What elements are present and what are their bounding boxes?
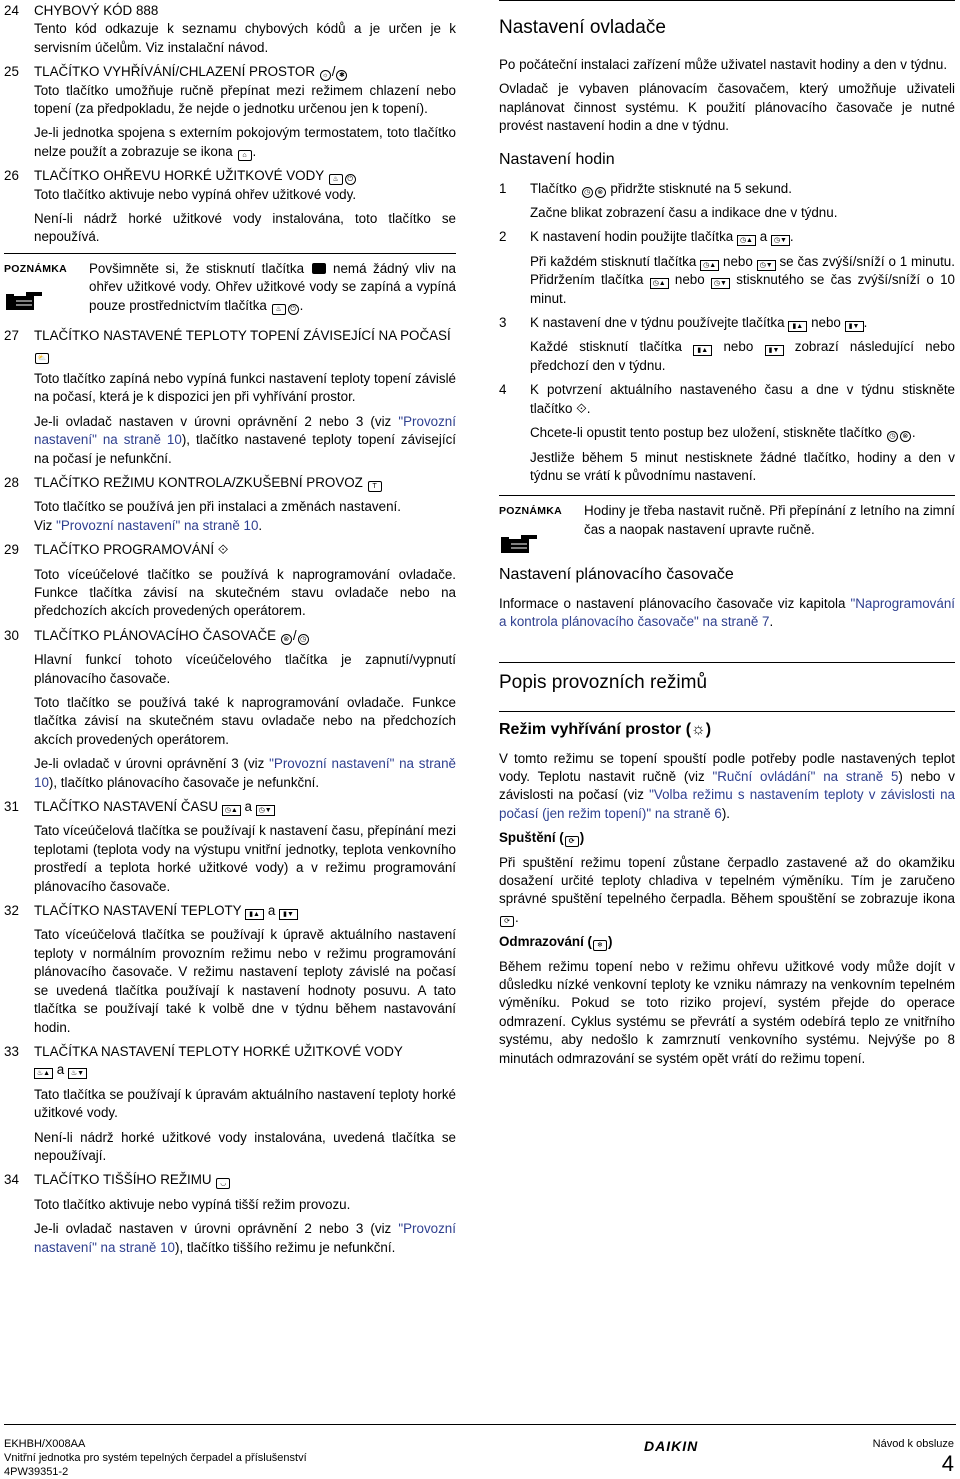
note [499,502,955,554]
paragraph: Toto tlačítko aktivuje nebo vypíná tišší režim provozu. [34,1196,351,1212]
item-heading: CHYBOVÝ KÓD 888 [34,3,159,18]
tap-icon: ♨ [272,304,286,315]
right-column [499,0,955,1074]
item-33 [4,1043,456,1080]
paragraph: Toto tlačítko zapíná nebo vypíná funkci nastavení teploty topení závislé na počasí, která je k dispozici jen při vyhřívání prostor. [34,370,456,405]
thermometer-down-icon: ▮▼ [765,345,784,356]
paragraph: Ovladač je vybaven plánovacím časovačem, který umožňuje uživateli naplánovat činnost systému. K použití plánovacího časovače je nutné provést nastavení hodin a dne v týdnu. [499,81,955,134]
cross-reference-link[interactable]: "Volba režimu s nastavením teploty v závislosti na počasí (jen režim topení)" na straně 6 [499,787,956,821]
note-text: Povšimněte si, že stisknutí tlačítka [89,260,305,276]
item-number: 29 [4,542,19,558]
test-icon: T [368,481,382,492]
step-3: 3 K nastavení dne v týdnu používejte tlačítka ▮▲ nebo ▮▼ . [499,315,868,331]
paragraph: Toto tlačítko umožňuje ručně přepínat mezi režimem chlazení nebo topení (za předpokladu, že nejde o jednotku určenou jen k topení). [34,82,456,117]
startup-icon: ⟳ [565,836,579,847]
item-body [34,370,456,468]
thermometer-down-icon: ▮▼ [279,909,298,920]
item-heading: TLAČÍTKO PLÁNOVACÍHO ČASOVAČE ⊗ / ◷ [34,627,456,645]
clock-up-icon: ◷▲ [737,235,756,246]
quiet-mode-icon: ◡ [216,1178,230,1189]
weather-dependent-icon: ⛅ [35,353,49,364]
item-26 [4,167,456,185]
paragraph: Tato tlačítka se používají k úpravám aktuálního nastavení teploty horké užitkové vody. [34,1086,456,1121]
power-icon: ⏻ [288,304,299,315]
item-29 [4,541,456,559]
paragraph: Je-li ovladač nastaven v úrovni oprávnění 2 nebo 3 (viz "Provozní nastavení" na straně 10), tlačítko tiššího režimu je nefunkční. [34,1221,456,1255]
subsection-title-hodin: Nastavení hodin [499,150,615,168]
snowflake-icon: ✱ [336,70,347,81]
item-25 [4,63,456,81]
item-body [34,186,456,247]
subsection-title-odmraz: Odmrazování ( ❄ ) [499,934,613,950]
item-body [34,1196,456,1257]
item-number: 30 [4,627,19,643]
program-icon: ⟐ [576,400,587,416]
note-divider [4,253,456,254]
hot-water-down-icon: ♨▼ [68,1068,87,1079]
clock-down-icon: ◷▼ [771,235,790,246]
clock-down-icon: ◷▼ [256,805,275,816]
footer-description: Vnitřní jednotka pro systém tepelných čerpadel a příslušenství [4,1452,307,1464]
item-body [34,20,456,57]
program-icon: ⟐ [217,542,229,558]
item-27 [4,327,456,364]
paragraph: Začne blikat zobrazení času a indikace dne v týdnu. [530,205,838,221]
paragraph: Je-li ovladač v úrovni oprávnění 3 (viz "Provozní nastavení" na straně 10), tlačítko plánovacího časovače je nefunkční. [34,756,456,790]
item-heading: TLAČÍTKA NASTAVENÍ TEPLOTY HORKÉ UŽITKOVÉ VODY ♨▲ a ♨▼ [34,1043,403,1078]
step-2: 2 K nastavení hodin použijte tlačítka ◷▲ a ◷▼ . [499,229,794,245]
paragraph: Viz "Provozní nastavení" na straně 10. [34,517,263,533]
page-number: 4 [941,1451,954,1476]
thermometer-down-icon: ▮▼ [845,321,864,332]
paragraph: Toto tlačítko aktivuje nebo vypíná ohřev užitkové vody. [34,186,357,202]
section-divider [499,711,955,712]
item-number: 25 [4,64,19,80]
item-number: 31 [4,799,19,815]
note-divider [499,495,955,496]
item-number: 28 [4,474,19,490]
external-thermostat-icon: ⌂ [238,150,252,161]
paragraph: Při každém stisknutí tlačítka ◷▲ nebo ◷▼ se čas zvýší/sníží o 1 minutu. Přidržením tlačítka ◷▲ nebo ◷▼ stisknutého se čas zvýší/sníží o 10 minut. [530,253,955,306]
hot-water-up-icon: ♨▲ [34,1068,53,1079]
paragraph: Není-li nádrž horké užitkové vody instalována, toto tlačítko se nepoužívá. [34,211,456,245]
item-heading: TLAČÍTKO PROGRAMOVÁNÍ ⟐ [34,542,229,558]
timer-off-icon: ⊗ [595,187,606,198]
item-body [34,566,456,621]
item-body [34,498,456,535]
cross-reference-link[interactable]: "Provozní nastavení" na straně 10 [34,1221,456,1255]
note-label: POZNÁMKA [4,262,68,275]
clock-up-icon: ◷▲ [222,805,241,816]
item-34 [4,1171,456,1189]
item-body [34,822,456,896]
item-heading: TLAČÍTKO NASTAVENÉ TEPLOTY TOPENÍ ZÁVISEJÍCÍ NA POČASÍ ⛅ [34,328,451,362]
item-heading: TLAČÍTKO NASTAVENÍ ČASU ◷▲ a ◷▼ [34,798,456,816]
section-divider [499,0,955,1]
item-28 [4,474,456,492]
subsection-title-planovac: Nastavení plánovacího časovače [499,565,734,583]
clock-down-icon: ◷▼ [711,278,730,289]
item-heading: TLAČÍTKO VYHŘÍVÁNÍ/CHLAZENÍ PROSTOR ☼ / ✱ [34,63,456,81]
thermometer-up-icon: ▮▲ [788,321,807,332]
paragraph: Toto tlačítko se používá jen při instalaci a změnách nastavení. [34,499,401,515]
item-heading: TLAČÍTKO REŽIMU KONTROLA/ZKUŠEBNÍ PROVOZ T [34,474,456,492]
clock-icon: ◷ [582,187,593,198]
section-title-popis: Popis provozních režimů [499,671,708,693]
paragraph: Během režimu topení nebo v režimu ohřevu užitkové vody může dojít v důsledku nízké venkovní teploty ke vzniku námrazy na venkovním tepelném výměníku. Pokud se toto riziko projeví, systém přejde do operace odmrazení. Cyklus systému se převrátí a systém odebírá teplo ze vnitřního systému, aby nedošlo k zamrznutí venkovního systému. Nejvýše po 8 minutách odmrazování se systém opět vrátí do režimu topení. [499,958,955,1066]
sun-icon: ☼ [691,720,706,738]
cross-reference-link[interactable]: "Provozní nastavení" na straně 10 [34,756,456,790]
footer-model: EKHBH/X008AA [4,1438,86,1450]
cross-reference-link[interactable]: "Provozní nastavení" na straně 10 [34,413,456,448]
power-icon: ⏻ [345,174,356,185]
brand-logo: DAIKIN [644,1438,699,1454]
paragraph: Informace o nastavení plánovacího časovače viz kapitola "Naprogramování a kontrola plánovacího časovače" na straně 7. [499,595,955,630]
note-label: POZNÁMKA [499,505,563,518]
cross-reference-link[interactable]: "Ruční ovládání" na straně 5 [712,768,899,784]
clock-icon: ◷ [298,634,309,645]
item-heading: TLAČÍTKO TIŠŠÍHO REŽIMU ◡ [34,1171,456,1189]
item-number: 34 [4,1172,19,1188]
paragraph: V tomto režimu se topení spouští podle potřeby podle nastavených teplot vody. Teplotu nastavit ručně (viz "Ruční ovládání" na straně 5) nebo v závislosti na počasí (viz "Volba režimu s nastavením teploty v závislosti na počasí (jen režim topení)" na straně 6). [499,750,956,821]
item-number: 24 [4,3,19,18]
footer-code: 4PW39351-2 [4,1466,69,1478]
item-number: 33 [4,1043,19,1059]
cross-reference-link[interactable]: "Provozní nastavení" na straně 10 [56,517,259,533]
item-heading: TLAČÍTKO NASTAVENÍ TEPLOTY ▮▲ a ▮▼ [34,902,456,920]
clock-down-icon: ◷▼ [757,260,776,271]
section-title-ovladac: Nastavení ovladače [499,17,666,38]
clock-up-icon: ◷▲ [650,278,669,289]
pointing-hand-icon [4,284,46,312]
thermometer-up-icon: ▮▲ [245,909,264,920]
pointing-hand-icon [499,527,541,555]
note: POZNÁMKA Povšimněte si, že stisknutí tlačítka nemá žádný vliv na ohřev užitkové vody. Ohřev užitkové vody se zapíná a vypíná pouze prostřednictvím tlačítka ♨ ⏻ . [4,260,456,313]
clock-up-icon: ◷▲ [700,260,719,271]
item-body [34,651,456,792]
timer-off-icon: ⊗ [281,634,292,645]
thermometer-up-icon: ▮▲ [693,345,712,356]
paragraph: Chcete-li opustit tento postup bez uložení, stiskněte tlačítko ◷ ⊗ . [530,425,916,441]
item-24 [4,2,456,20]
paragraph: Každé stisknutí tlačítka ▮▲ nebo ▮▼ zobrazí následující nebo předchozí den v týdnu. [530,339,955,373]
item-number: 32 [4,903,19,919]
item-number: 27 [4,328,19,344]
item-30 [4,627,456,645]
paragraph: Tato víceúčelová tlačítka se používají k úpravě aktuálního nastavení teploty v normálním provozním režimu nebo v režimu programování plánovacího časovače. V režimu nastavení teploty závislé na počasí se uvedená tlačítka používají k nastavení hodnoty posuvu. A tato tlačítka se používají také k volbě dne v týdnu během nastavování hodin. [34,927,456,1035]
paragraph: Tato víceúčelová tlačítka se používají k nastavení času, přepínání mezi teplotami (teplota vody na výstupu vnitřní jednotky, teplota venkovního prostředí a teplota horké užitkové vody) a v režimu programování plánovacího časovače. [34,823,456,894]
defrost-icon: ❄ [593,940,607,951]
paragraph: Tento kód odkazuje k seznamu chybových kódů a je určen je k servisním účelům. Viz instalační návod. [34,21,456,55]
subsection-title-rezim: Režim vyhřívání prostor (☼) [499,720,712,738]
paragraph: Po počáteční instalaci zařízení může uživatel nastavit hodiny a den v týdnu. [499,57,948,72]
section-divider [499,662,955,663]
item-number: 26 [4,168,19,184]
item-body [34,82,456,162]
paragraph: Není-li nádrž horké užitkové vody instalována, uvedená tlačítka se nepoužívají. [34,1129,456,1163]
subsection-title-spusteni: Spuštění ( ⟳ ) [499,830,585,846]
item-body [34,926,456,1036]
step-4: 4 K potvrzení aktuálního nastaveného času a dne v týdnu stiskněte tlačítko ⟐. [499,382,955,416]
cross-reference-link[interactable]: "Naprogramování a kontrola plánovacího časovače" na straně 7 [499,595,955,630]
paragraph: Je-li ovladač nastaven v úrovni oprávnění 2 nebo 3 (viz "Provozní nastavení" na straně 10), tlačítko nastavené teploty topení závisející na počasí je nefunkční. [34,413,456,466]
clock-icon: ◷ [887,431,898,442]
paragraph: Hlavní funkcí tohoto víceúčelového tlačítka je zapnutí/vypnutí plánovacího časovače. [34,652,456,686]
paragraph: Jestliže během 5 minut nestisknete žádné tlačítko, hodiny a den v týdnu se vrátí k původnímu nastavení. [530,449,955,483]
item-32 [4,902,456,920]
timer-off-icon: ⊗ [900,431,911,442]
on-off-button-icon [312,263,326,274]
paragraph: Je-li jednotka spojena s externím pokojovým termostatem, toto tlačítko nelze použít a zobrazuje se ikona ⌂ . [34,125,456,159]
note-text: Hodiny je třeba nastavit ručně. Při přepínání z letního na zimní čas a naopak nastavení upravte ručně. [584,503,955,537]
step-1: 1 Tlačítko ◷ ⊗ přidržte stisknuté na 5 sekund. [499,180,792,196]
item-31 [4,798,456,816]
item-heading: TLAČÍTKO OHŘEVU HORKÉ UŽITKOVÉ VODY ♨ ⏻ [34,167,456,185]
footer-manual-title: Návod k obsluze [872,1438,954,1450]
left-column [4,0,456,1263]
paragraph: Toto víceúčelové tlačítko se používá k naprogramování ovladače. Funkce tlačítka závisí na skutečném stavu ovladače nebo na předchozích akcích provedených operátorem. [34,566,456,619]
paragraph: Při spuštění režimu topení zůstane čerpadlo zastavené až do okamžiku dosažení určité teploty chladiva v tepelném výměníku. Tím je zaručeno správné spuštění tepelného čerpadla. Během spouštění se zobrazuje ikona ⟳ . [499,854,955,925]
sun-icon: ☼ [320,70,331,81]
tap-icon: ♨ [329,174,343,185]
note-text: nemá žádný vliv na ohřev užitkové vody. Ohřev užitkové vody se zapíná a vypíná pouze prostřednictvím tlačítka [89,260,456,313]
item-body [34,1086,456,1166]
startup-icon: ⟳ [500,916,514,927]
paragraph: Toto tlačítko se používá také k naprogramování ovladače. Funkce tlačítka závisí na skutečném stavu ovladače nebo na předchozích akcích provedených operátorem. [34,695,456,747]
page-footer [4,1424,956,1478]
